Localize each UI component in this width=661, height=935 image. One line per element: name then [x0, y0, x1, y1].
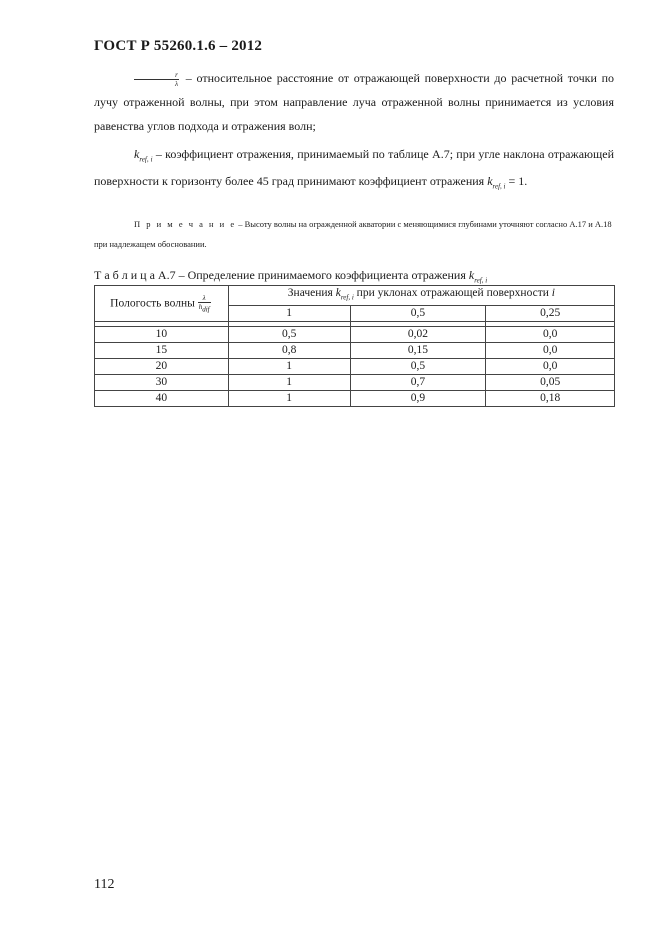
variable-subscript: ref, i: [139, 155, 153, 164]
table-row: [95, 343, 615, 359]
definition-text: – коэффициент отражения, принимаемый по таблице А.7; при угле наклона отражающей поверхности к горизонту более 45 град принимают коэффициент отражения: [94, 147, 614, 189]
coefficient-group-header: [228, 286, 614, 306]
table-cell: 0,02: [350, 327, 486, 343]
variable-subscript: ref, i: [492, 182, 506, 191]
table-cell: 0,15: [350, 343, 486, 359]
wave-steepness-label: Пологость волны: [110, 297, 195, 310]
table-row: [95, 327, 615, 343]
caption-variable: k: [468, 268, 475, 282]
table-cell: 0,8: [228, 343, 350, 359]
note-text: – Высоту волны на огражденной акватории с меняющимися глубинами уточняют согласно А.17 и А.18 при надлежащем обосновании.: [94, 219, 612, 249]
table-caption: [94, 268, 487, 284]
table-row: [95, 359, 615, 375]
slope-header: 0,25: [486, 306, 615, 322]
table-caption-text: – Определение принимаемого коэффициента отражения: [178, 268, 466, 282]
document-header: ГОСТ Р 55260.1.6 – 2012: [94, 38, 263, 54]
note-label: П р и м е ч а н и е: [134, 219, 237, 229]
definition-paragraph-1: [94, 66, 614, 138]
table-cell: 0,9: [350, 391, 486, 407]
group-header-subscript: ref, i: [340, 293, 354, 302]
table-cell: 20: [95, 359, 229, 375]
table-cell: 30: [95, 375, 229, 391]
group-header-variable: k: [335, 287, 341, 299]
table-cell: 0,18: [486, 391, 615, 407]
page-number: 112: [94, 877, 115, 892]
table-row: [95, 391, 615, 407]
table-cell: 1: [228, 391, 350, 407]
group-header-slope-symbol: i: [551, 287, 555, 299]
table-cell: 0,05: [486, 375, 615, 391]
fraction-numerator: λ: [198, 294, 211, 303]
ratio-fraction: [134, 71, 179, 88]
equation-tail: = 1.: [508, 174, 528, 189]
fraction-denominator-subscript: dif: [202, 305, 210, 314]
table-cell: 0,7: [350, 375, 486, 391]
table-cell: 1: [228, 375, 350, 391]
slope-header: 0,5: [350, 306, 486, 322]
table-cell: 0,0: [486, 343, 615, 359]
note-block: [94, 214, 616, 254]
group-header-pre: Значения: [287, 287, 333, 299]
steepness-fraction: [198, 294, 211, 313]
table-cell: 10: [95, 327, 229, 343]
fraction-denominator: λ: [175, 79, 179, 88]
variable-k: k: [134, 147, 140, 161]
slope-header: 1: [228, 306, 350, 322]
reflection-coefficient-table: [94, 285, 615, 407]
table-cell: 0,0: [486, 327, 615, 343]
table-cell: 0,5: [350, 359, 486, 375]
table-cell: 15: [95, 343, 229, 359]
wave-steepness-header: [95, 286, 229, 322]
fraction-denominator-symbol: h: [198, 302, 203, 311]
table-cell: 1: [228, 359, 350, 375]
definition-paragraph-2: [94, 143, 614, 198]
variable-k: k: [487, 174, 493, 189]
table-label: Т а б л и ц а А.7: [94, 268, 176, 282]
fraction-denominator: [198, 303, 211, 313]
definition-text: – относительное расстояние от отражающей поверхности до расчетной точки по лучу отраженной волны, при этом направление луча отраженной волны принимается из условия равенства углов подхода и отражения волн;: [94, 71, 615, 133]
group-header-post: при уклонах отражающей поверхности: [356, 287, 549, 299]
table-cell: 0,0: [486, 359, 615, 375]
table-cell: 40: [95, 391, 229, 407]
table-row: [95, 375, 615, 391]
fraction-numerator: r: [134, 71, 179, 80]
caption-subscript: ref, i: [474, 276, 488, 285]
table-cell: 0,5: [228, 327, 350, 343]
